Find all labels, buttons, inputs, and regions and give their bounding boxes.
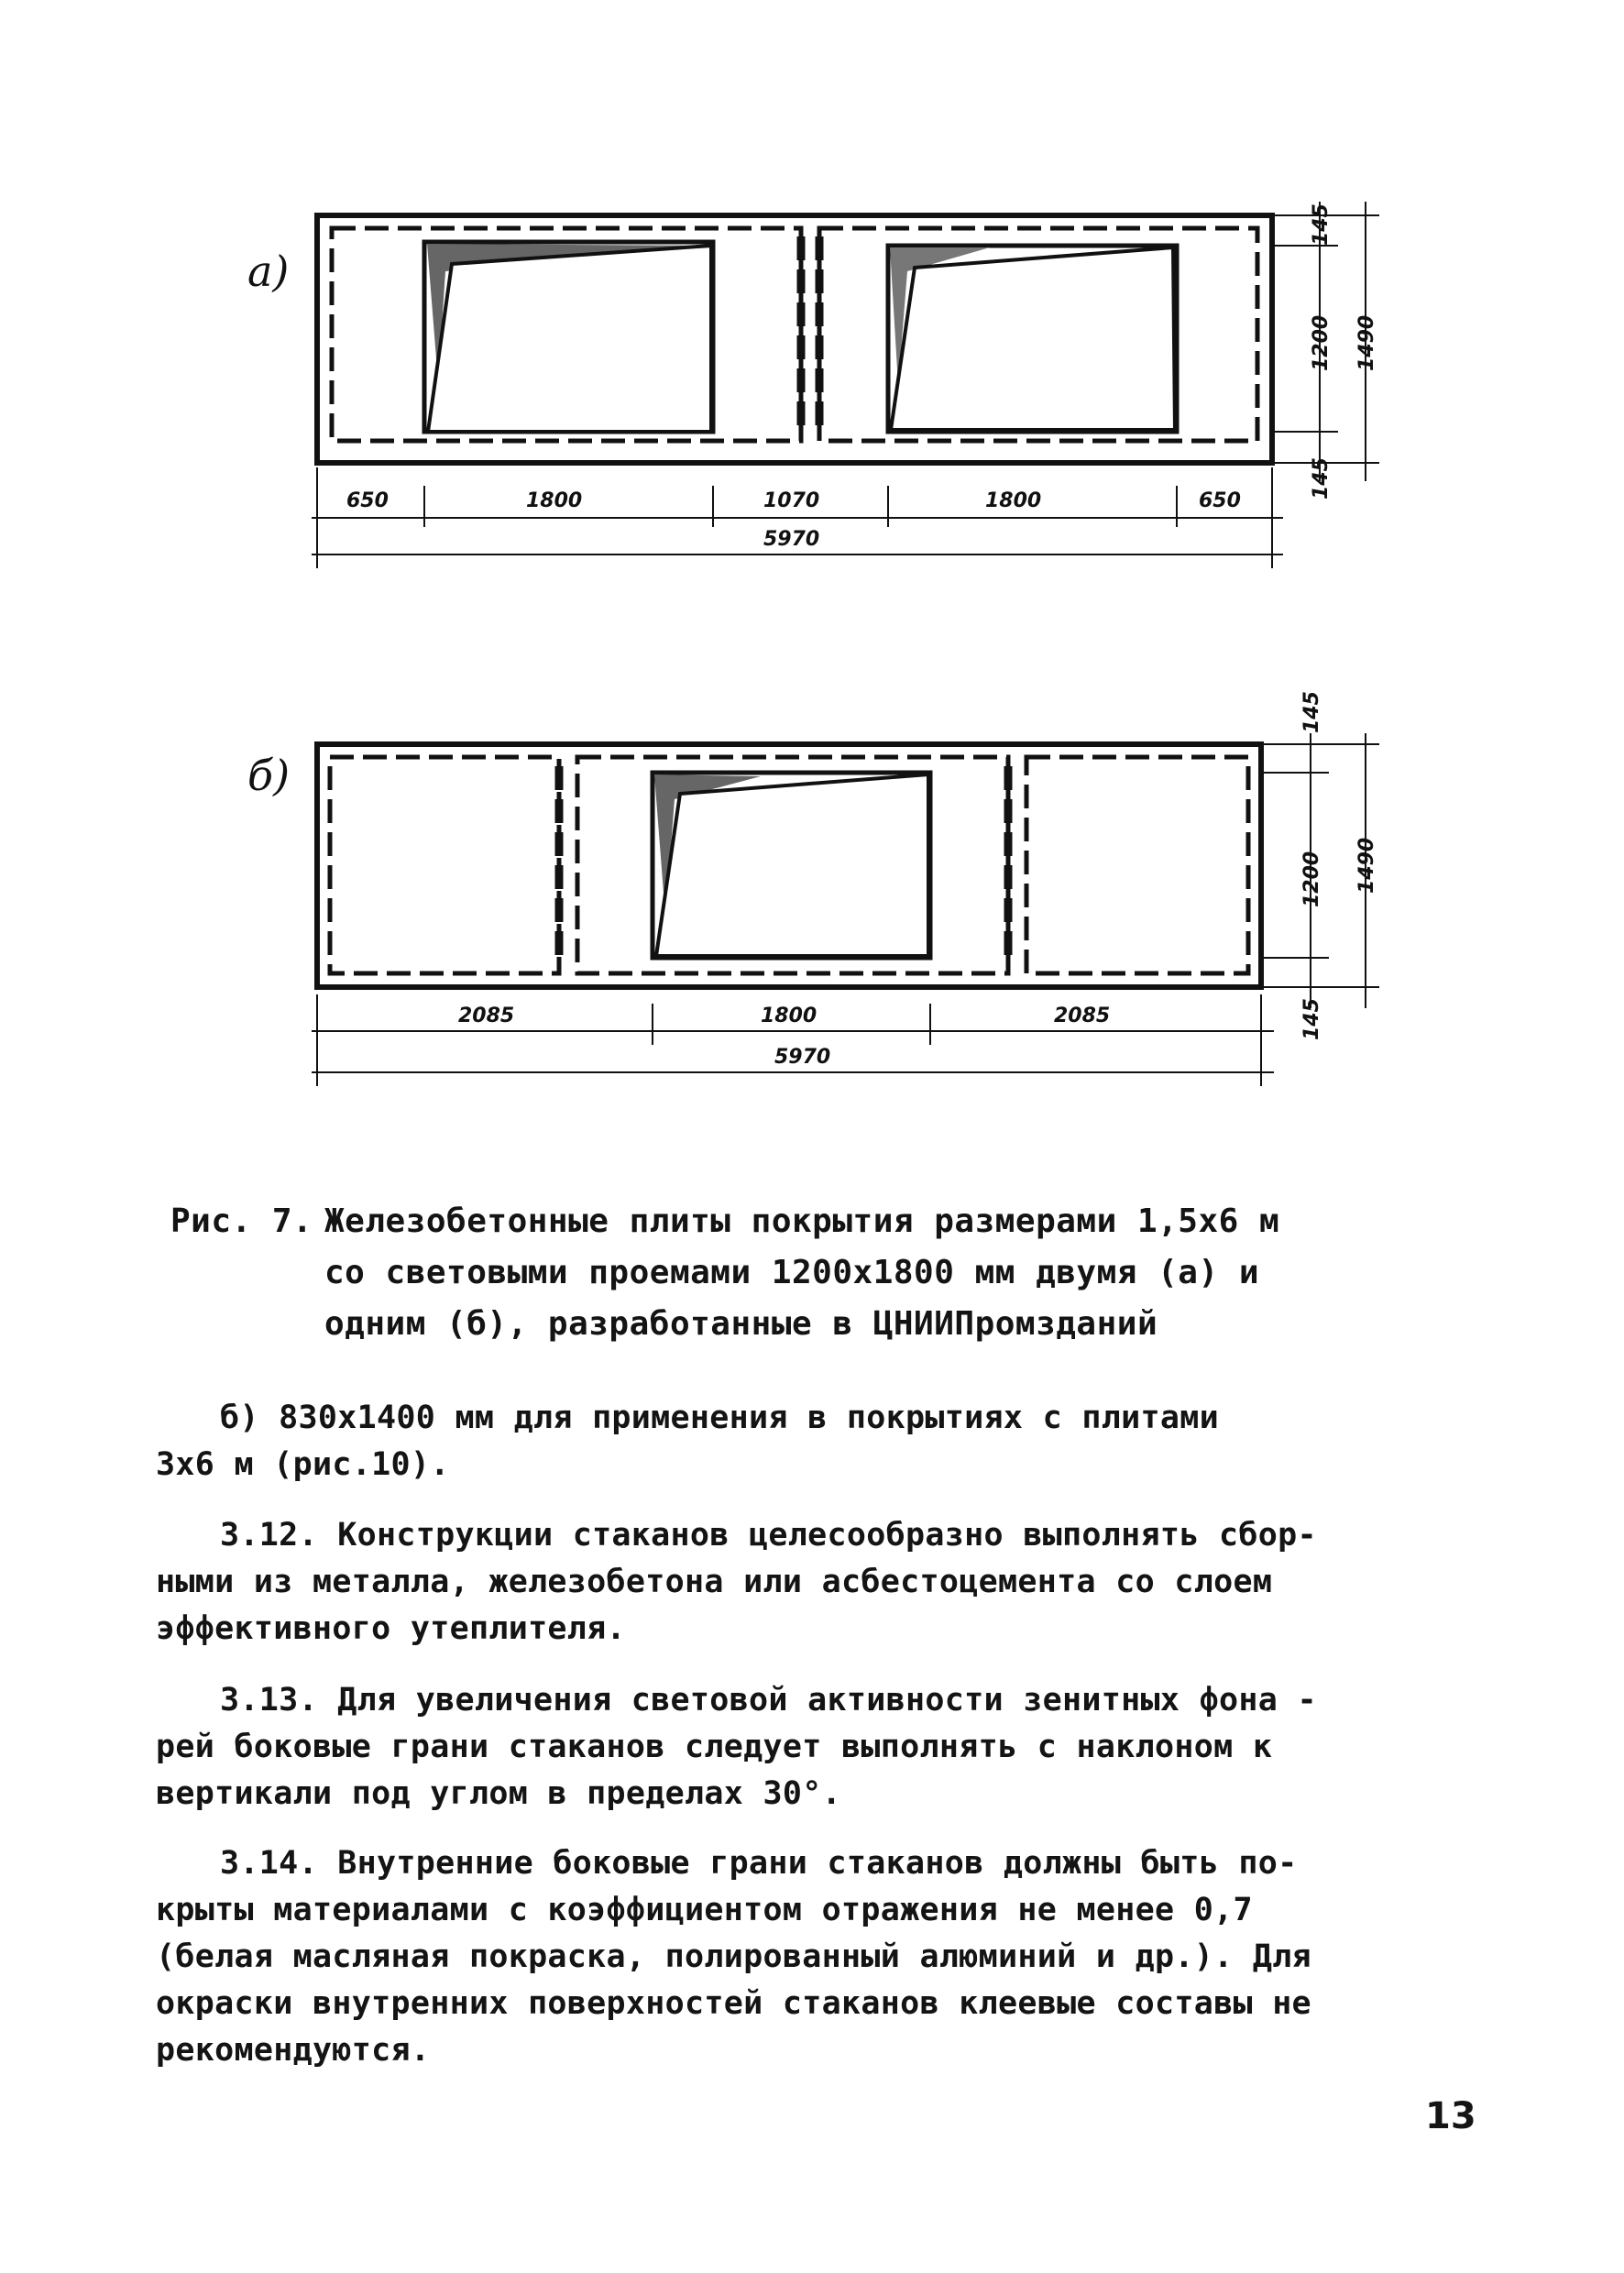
paragraph-item-b (156, 1395, 1494, 1488)
figure-b (247, 733, 1379, 1086)
dim-a-seg-4: 1800 (985, 489, 1042, 512)
paragraph-line: рекомендуются. (156, 2032, 431, 2069)
dim-a-side-1490: 1490 (1355, 314, 1378, 371)
paragraph-line: б) 830х1400 мм для применения в покрытиях с плитами (220, 1400, 1219, 1436)
figure-a (247, 202, 1379, 568)
opening-a-2 (888, 246, 1177, 432)
opening-a-1 (424, 242, 713, 432)
paragraph-line: ными из металла, железобетона или асбестоцемента со слоем (156, 1564, 1273, 1600)
dim-b-side-bottom: 145 (1300, 998, 1323, 1040)
paragraph-line: (белая масляная покраска, полированный алюминий и др.). Для (156, 1938, 1311, 1975)
opening-b-1 (653, 773, 930, 958)
dim-b-side-1200: 1200 (1300, 851, 1323, 907)
dim-a-side-bottom: 145 (1310, 457, 1333, 500)
dim-b-side-top: 145 (1300, 691, 1323, 733)
paragraph-line: эффективного утеплителя. (156, 1610, 626, 1647)
paragraph-3-12 (156, 1512, 1494, 1653)
paragraph-3-13 (156, 1677, 1494, 1817)
paragraph-line: 3х6 м (рис.10). (156, 1446, 450, 1483)
dim-a-seg-2: 1800 (526, 489, 583, 512)
dim-a-seg-1: 650 (346, 489, 389, 512)
figure-a-label: а) (247, 247, 290, 296)
caption-line: одним (б), разработанные в ЦНИИПромзданий (324, 1305, 1158, 1343)
dim-a-seg-5: 650 (1199, 489, 1241, 512)
paragraph-line: 3.13. Для увеличения световой активности зенитных фона - (220, 1682, 1317, 1718)
caption-line: со световыми проемами 1200х1800 мм двумя (а) и (324, 1254, 1259, 1291)
paragraph-3-14 (156, 1840, 1494, 2074)
paragraph-line: вертикали под углом в пределах 30°. (156, 1775, 842, 1812)
paragraph-line: окраски внутренних поверхностей стаканов клеевые составы не (156, 1985, 1311, 2022)
figure-b-label: б) (247, 751, 291, 800)
dim-b-seg-3: 2085 (1054, 1005, 1111, 1027)
paragraph-line: 3.14. Внутренние боковые грани стаканов должны быть по- (220, 1845, 1298, 1882)
page-number: 13 (1425, 2095, 1476, 2137)
dim-a-side-top: 145 (1310, 203, 1333, 246)
dim-b-total: 5970 (774, 1046, 831, 1069)
paragraph-line: 3.12. Конструкции стаканов целесообразно выполнять сбор- (220, 1517, 1317, 1554)
paragraph-line: крыты материалами с коэффициентом отражения не менее 0,7 (156, 1892, 1253, 1928)
dim-a-seg-3: 1070 (763, 489, 820, 512)
caption-line: Железобетонные плиты покрытия размерами 1,5х6 м (324, 1202, 1280, 1240)
dim-a-side-1200: 1200 (1310, 314, 1333, 371)
dim-b-seg-1: 2085 (458, 1005, 515, 1027)
dim-b-seg-2: 1800 (761, 1005, 817, 1027)
dim-a-total: 5970 (763, 528, 820, 551)
dim-b-side-1490: 1490 (1355, 837, 1378, 894)
caption-label: Рис. 7. (170, 1202, 313, 1240)
paragraph-line: рей боковые грани стаканов следует выполнять с наклоном к (156, 1729, 1273, 1765)
